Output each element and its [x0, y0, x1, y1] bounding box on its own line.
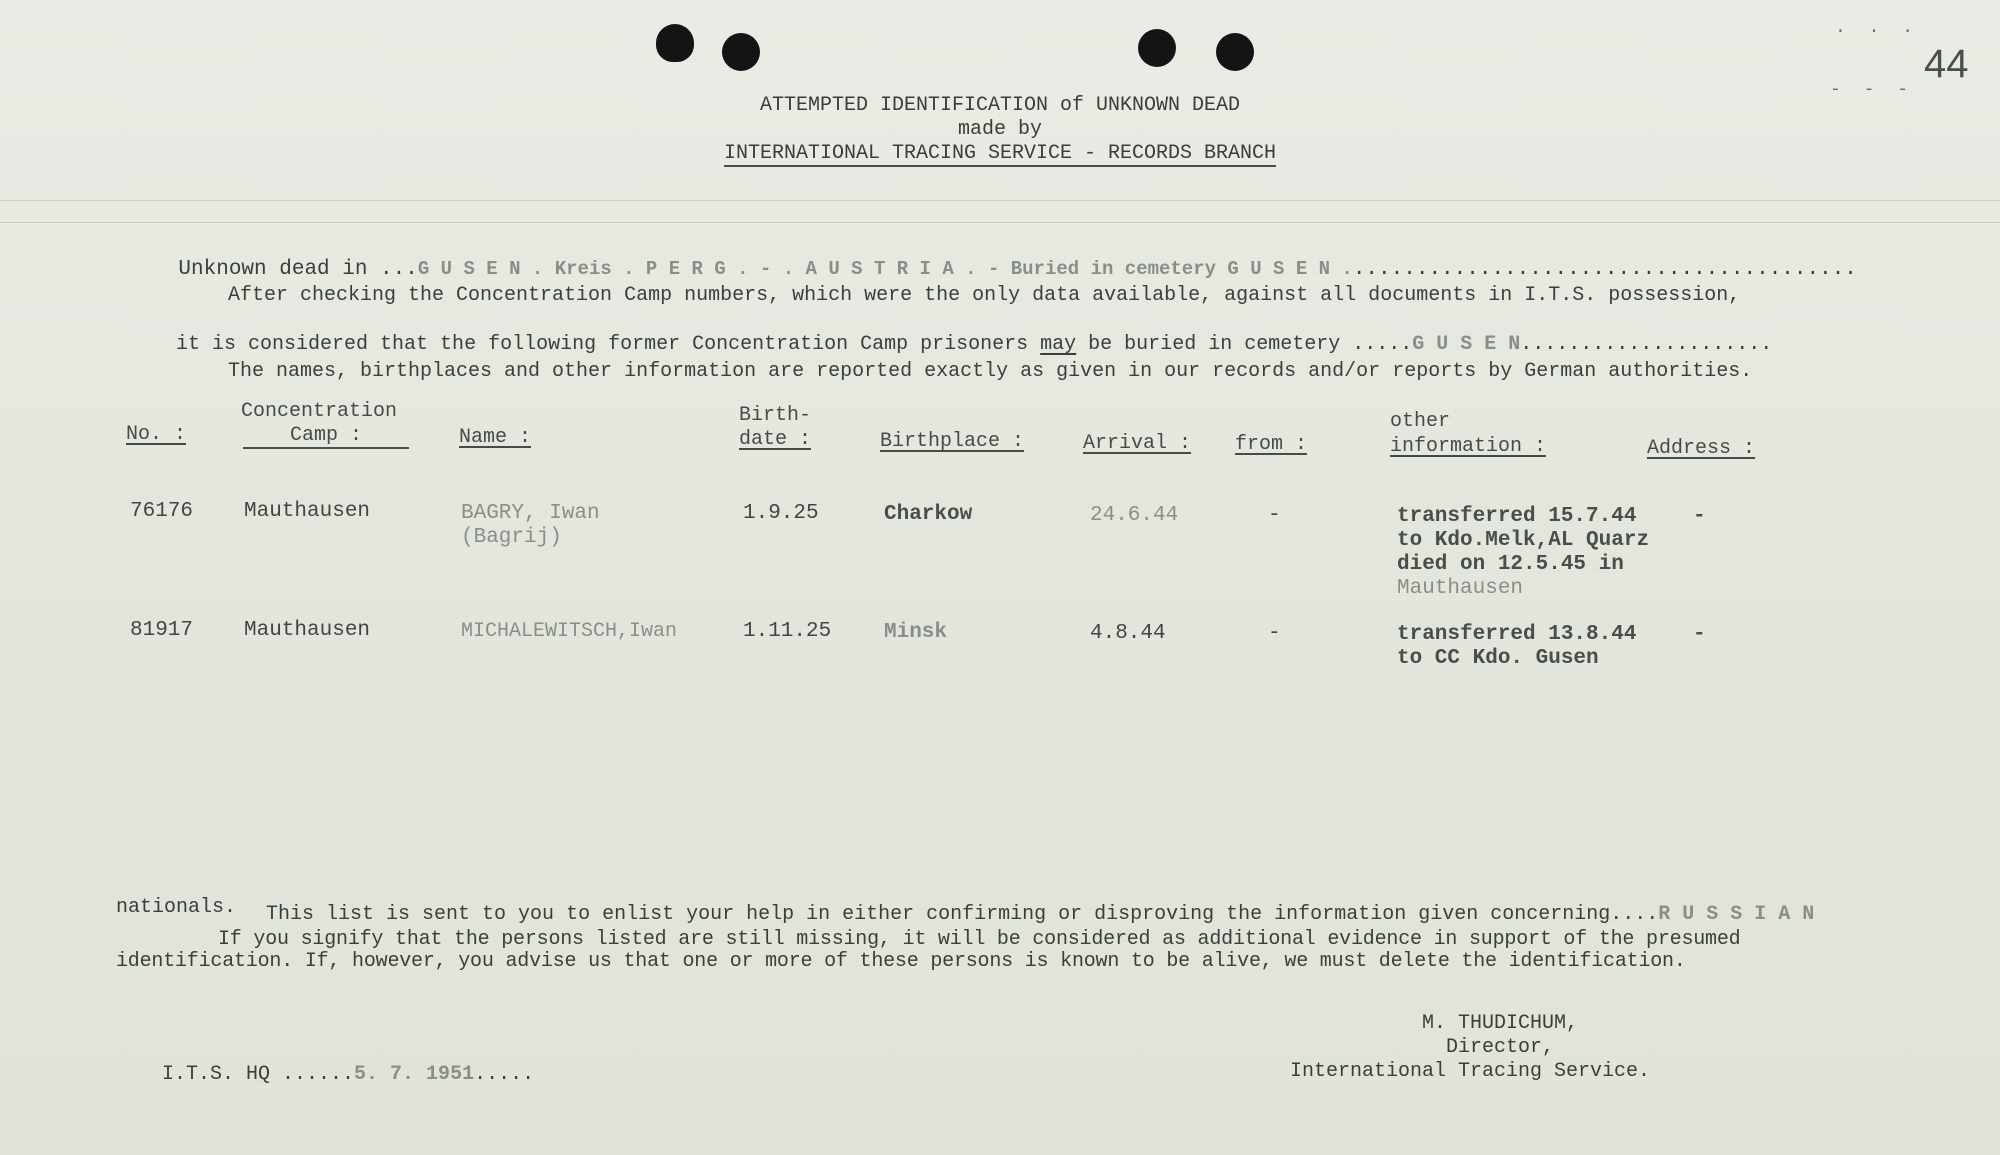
punch-hole [656, 24, 694, 62]
column-header-from: from : [1235, 433, 1308, 456]
document-organization [0, 142, 2000, 165]
margin-marks: · · · [1835, 22, 1920, 42]
hq-date: 5. 7. 1951 [354, 1063, 475, 1086]
cell-from: - [1268, 622, 1281, 645]
cell-camp: Mauthausen [244, 500, 371, 523]
column-header-camp-top: Concentration [241, 400, 398, 423]
paragraph-checking-text: it is considered that the following former Concentration Camp prisoners [176, 333, 1041, 356]
cell-arrival: 4.8.44 [1090, 622, 1166, 645]
closing-paragraph-2-line1: If you signify that the persons listed are still missing, it will be considered as additional evidence in support of the presumed [218, 928, 1741, 951]
cell-camp: Mauthausen [244, 619, 371, 642]
closing-paragraph-1-line2: nationals. [116, 896, 237, 919]
cell-arrival: 24.6.44 [1090, 504, 1179, 527]
column-header-arrival: Arrival : [1083, 432, 1192, 455]
cell-birthdate: 1.9.25 [743, 502, 819, 525]
cell-name-line2: (Bagrij) [461, 526, 562, 549]
organization-name: INTERNATIONAL TRACING SERVICE - RECORDS BRANCH [723, 142, 1277, 165]
hq-label: I.T.S. HQ ...... [162, 1063, 355, 1086]
column-header-name: Name : [459, 426, 532, 449]
column-header-birthplace: Birthplace : [880, 430, 1025, 453]
closing-paragraph-2-line2: identification. If, however, you advise us that one or more of these persons is known to be alive, we must delete the identification. [116, 950, 1686, 973]
signatory-title: Director, [1445, 1036, 1555, 1059]
cell-other-line1: transferred 13.8.44 [1397, 623, 1637, 646]
punch-hole [1216, 33, 1254, 71]
column-header-no: No. : [126, 423, 187, 446]
unknown-dead-value: G U S E N . Kreis . P E R G . - . A U S T R I A . - Buried in cemetery G U S E N . [417, 258, 1353, 280]
signatory-name: M. THUDICHUM, [1421, 1012, 1579, 1035]
cell-other-line1: transferred 15.7.44 [1397, 505, 1637, 528]
paragraph-checking-line1: After checking the Concentration Camp numbers, which were the only data available, against all documents in I.T.S. possession, [228, 284, 1741, 307]
unknown-dead-label: Unknown dead in ... [178, 258, 418, 281]
cell-other-line2: to CC Kdo. Gusen [1397, 647, 1599, 670]
column-header-camp: Camp : [243, 424, 409, 449]
cell-address: - [1693, 623, 1706, 646]
form-rule [0, 200, 2000, 201]
cell-name-line1: MICHALEWITSCH,Iwan [461, 620, 678, 643]
column-header-address: Address : [1647, 437, 1756, 460]
closing-paragraph-1-line1: This list is sent to you to enlist your help in either confirming or disproving the information given concerning....R U S S I A N [266, 903, 1815, 926]
emphasis-may: may [1040, 333, 1077, 356]
column-header-other: information : [1390, 435, 1547, 458]
signatory-organization: International Tracing Service. [1289, 1060, 1651, 1083]
punch-hole [722, 33, 760, 71]
form-rule [0, 222, 2000, 223]
punch-hole [1138, 29, 1176, 67]
cell-other-line2: to Kdo.Melk,AL Quarz [1397, 529, 1650, 552]
unknown-dead-dots: ........................................ [1352, 258, 1857, 281]
hq-dots: ..... [474, 1063, 535, 1086]
cell-birthplace: Minsk [884, 621, 948, 644]
cell-other-line4: Mauthausen [1397, 577, 1524, 600]
cell-no: 76176 [130, 500, 194, 523]
document-title: ATTEMPTED IDENTIFICATION of UNKNOWN DEAD [759, 94, 1241, 117]
cell-name-line1: BAGRY, Iwan [461, 502, 600, 525]
margin-marks: - - - [1830, 80, 1915, 100]
column-header-birthdate: date : [739, 428, 812, 451]
cemetery-name: G U S E N [1412, 333, 1521, 356]
nationality: R U S S I A N [1658, 903, 1815, 926]
hq-date-line [114, 1040, 534, 1109]
paragraph-checking-dots: ..................... [1520, 333, 1773, 356]
cell-no: 81917 [130, 619, 194, 642]
cell-birthplace: Charkow [884, 503, 973, 526]
cell-address: - [1693, 505, 1706, 528]
page-number: 44 [1924, 42, 1969, 86]
column-header-other-top: other [1390, 410, 1451, 433]
paragraph-names-note: The names, birthplaces and other information are reported exactly as given in our records and/or reports by German authorities. [228, 360, 1753, 383]
document-subtitle: made by [957, 118, 1042, 141]
cell-from: - [1268, 504, 1281, 527]
cell-other-line3: died on 12.5.45 in [1397, 553, 1624, 576]
cell-birthdate: 1.11.25 [743, 620, 832, 643]
paragraph-checking-text-cont: be buried in cemetery ..... [1076, 333, 1413, 356]
column-header-birthdate-top: Birth- [739, 404, 812, 427]
